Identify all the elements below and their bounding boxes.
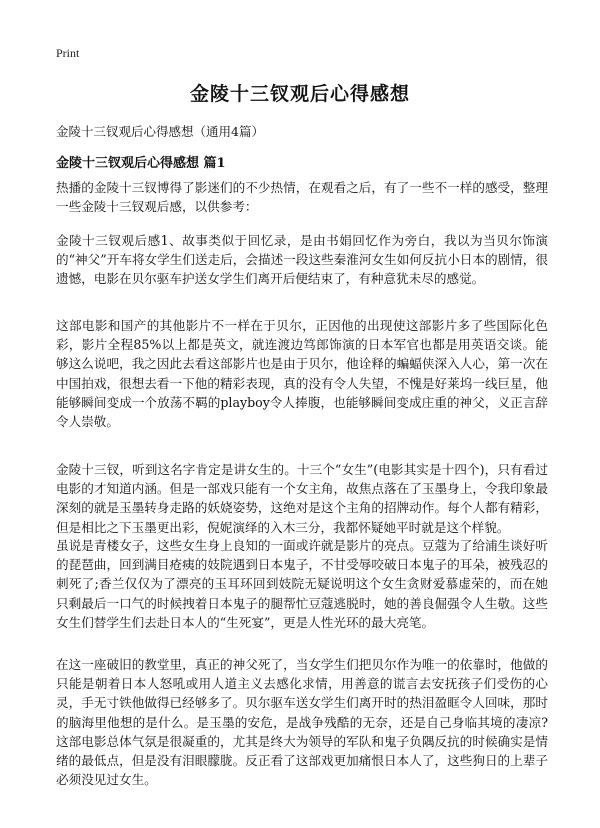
print-link[interactable]: Print — [56, 46, 80, 60]
document-subtitle: 金陵十三钗观后心得感想（通用4篇） — [56, 124, 264, 139]
body-paragraph: 在这一座破旧的教堂里，真正的神父死了，当女学生们把贝尔作为唯一的依靠时，他做的只能是朝着日本人怒吼或用人道主义去感化求情，用善意的谎言去安抚孩子们受伤的心灵，手无寸铁他做得已经够多了。贝尔驱车送女学生们离开时的热泪盈眶令人回味，那时的脑海里他想的是什么。是玉墨的安危，是战争残酷的无奈，还是自己身临其境的凄凉?这部电影总体气氛是很凝重的，尤其是终大为领导的军队和鬼子负隅反抗的时候确实是情绪的最低点，但是没有泪眼朦胧。反正看了这部戏更加痛恨日本人了，这些狗日的上辈子必须没见过女生。 — [56, 657, 548, 788]
body-paragraph: 金陵十三钗，听到这名字肯定是讲女生的。十三个“女生”(电影其实是十四个)，只有看过电影的才知道内涵。但是一部戏只能有一个女主角，故焦点落在了玉墨身上，令我印象最深刻的就是玉墨转身走路的妖娆姿势，这绝对是这个主角的招牌动作。每个人都有精彩，但是相比之下玉墨更出彩，倪妮演绎的入木三分，我都怀疑她平时就是这个样貌。 — [56, 462, 548, 535]
body-paragraph: 虽说是青楼女子，这些女生身上良知的一面或许就是影片的亮点。豆蔻为了给浦生谈好听的琵琶曲，回到满目疮痍的妓院遇到日本鬼子，不甘受辱咬破日本鬼子的耳朵，被残忍的刺死了;香兰仅仅为了漂亮的玉耳环回到妓院无疑说明这个女生贪财爱慕虚荣的，而在她只剩最后一口气的时候拽着日本鬼子的腿帮忙豆蔻逃脱时，她的善良倔强令人生敬。这些女生们替学生们去赴日本人的“生死宴”，更是人性光环的最大亮笔。 — [56, 538, 548, 630]
section-heading: 金陵十三钗观后心得感想 篇1 — [56, 156, 226, 171]
page-title: 金陵十三钗观后心得感想 — [189, 83, 410, 105]
intro-paragraph: 热播的金陵十三钗博得了影迷们的不少热情，在观看之后，有了一些不一样的感受，整理一些金陵十三钗观后感，以供参考： — [56, 180, 548, 215]
body-paragraph: 金陵十三钗观后感1、故事类似于回忆录，是由书娟回忆作为旁白，我以为当贝尔饰演的“神父”开车将女学生们送走后，会描述一段这些秦淮河女生如何反抗小日本的剧情，很遗憾，电影在贝尔驱车护送女学生们离开后便结束了，有种意犹未尽的感觉。 — [56, 233, 548, 287]
body-paragraph: 这部电影和国产的其他影片不一样在于贝尔，正因他的出现使这部影片多了些国际化色彩，影片全程85%以上都是英文，就连渡边笃郎饰演的日本军官也都是用英语交谈。能够这么说吧，我之因此去看这部影片也是由于贝尔，他诠释的蝙蝠侠深入人心，第一次在中国拍戏，很想去看一下他的精彩表现，真的没有令人失望，不愧是好莱坞一线巨星，他能够瞬间变成一个放荡不羁的playboy令人捧腹，也能够瞬间变成庄重的神父，义正言辞令人崇敬。 — [56, 318, 548, 430]
